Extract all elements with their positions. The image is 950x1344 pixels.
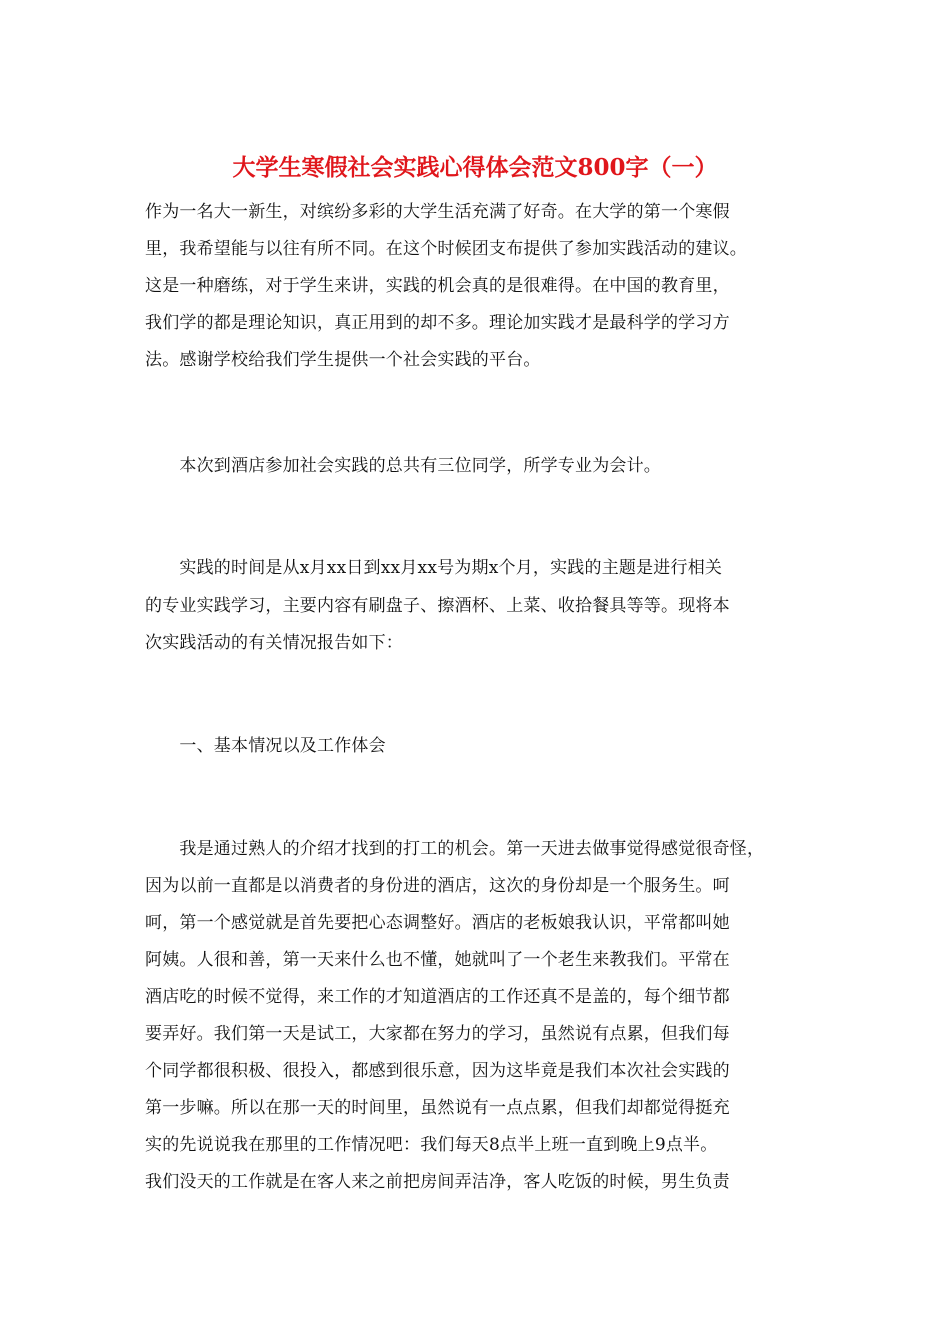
paragraph-line: 本次到酒店参加社会实践的总共有三位同学，所学专业为会计。 <box>145 456 661 476</box>
paragraph-line: 的专业实践学习，主要内容有刷盘子、擦酒杯、上菜、收拾餐具等等。现将本 <box>145 596 730 616</box>
paragraph-line: 酒店吃的时候不觉得，来工作的才知道酒店的工作还真不是盖的，每个细节都 <box>145 987 730 1007</box>
paragraph-line: 因为以前一直都是以消费者的身份进的酒店，这次的身份却是一个服务生。呵 <box>145 876 730 896</box>
paragraph-line: 我们学的都是理论知识，真正用到的却不多。理论加实践才是最科学的学习方 <box>145 313 730 333</box>
paragraph-line: 作为一名大一新生，对缤纷多彩的大学生活充满了好奇。在大学的第一个寒假 <box>145 202 730 222</box>
paragraph-line: 要弄好。我们第一天是试工，大家都在努力的学习，虽然说有点累，但我们每 <box>145 1024 730 1044</box>
paragraph-line: 实的先说说我在那里的工作情况吧：我们每天8点半上班一直到晚上9点半。 <box>145 1135 718 1155</box>
paragraph-line: 呵，第一个感觉就是首先要把心态调整好。酒店的老板娘我认识，平常都叫她 <box>145 913 730 933</box>
paragraph-line: 实践的时间是从x月xx日到xx月xx号为期x个月，实践的主题是进行相关 <box>145 558 723 578</box>
paragraph-line: 我们没天的工作就是在客人来之前把房间弄洁净，客人吃饭的时候，男生负责 <box>145 1172 730 1192</box>
paragraph-line: 我是通过熟人的介绍才找到的打工的机会。第一天进去做事觉得感觉很奇怪， <box>145 839 765 859</box>
section-heading: 一、基本情况以及工作体会 <box>145 736 386 756</box>
document-title: 大学生寒假社会实践心得体会范文800字（一） <box>232 154 718 181</box>
paragraph-line: 第一步嘛。所以在那一天的时间里，虽然说有一点点累，但我们却都觉得挺充 <box>145 1098 730 1118</box>
paragraph-line: 阿姨。人很和善，第一天来什么也不懂，她就叫了一个老生来教我们。平常在 <box>145 950 730 970</box>
paragraph-line: 次实践活动的有关情况报告如下： <box>145 633 403 653</box>
paragraph-line: 个同学都很积极、很投入，都感到很乐意，因为这毕竟是我们本次社会实践的 <box>145 1061 730 1081</box>
paragraph-line: 里，我希望能与以往有所不同。在这个时候团支布提供了参加实践活动的建议。 <box>145 239 747 259</box>
paragraph-line: 这是一种磨练，对于学生来讲，实践的机会真的是很难得。在中国的教育里， <box>145 276 730 296</box>
paragraph-line: 法。感谢学校给我们学生提供一个社会实践的平台。 <box>145 350 541 370</box>
